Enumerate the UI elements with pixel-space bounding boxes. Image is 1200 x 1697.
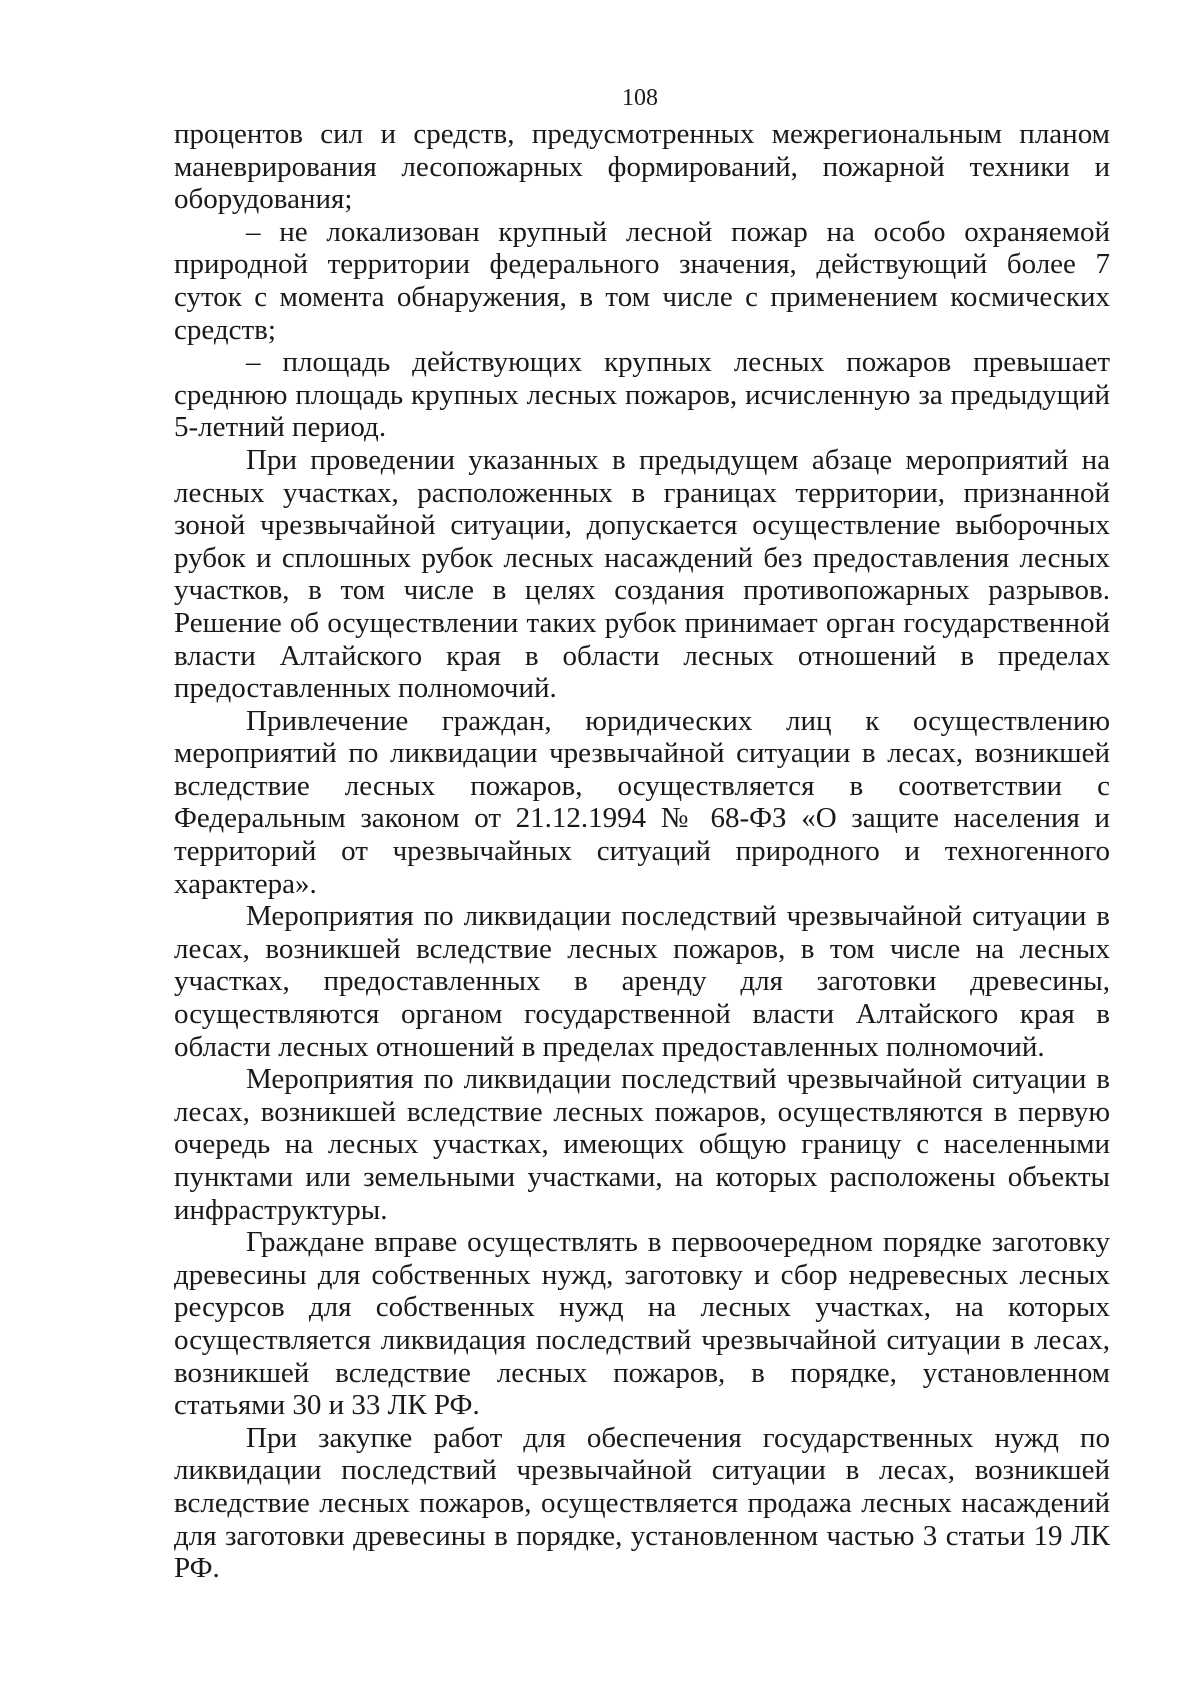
paragraph-4: При проведении указанных в предыдущем абзаце мероприятий на лесных участках, расположенных в границах территории, признанной зоной чрезвычайной ситуации, допускается осуществление выборочных рубок и сплошных рубок лесных насаждений без предоставления лесных участков, в том числе в целях создания противопожарных разрывов. Решение об осуществлении таких рубок принимает орган государственной власти Алтайского края в области лесных отношений в пределах предоставленных полномочий. (174, 443, 1110, 705)
document-body (174, 118, 1110, 1585)
paragraph-8: Граждане вправе осуществлять в первоочередном порядке заготовку древесины для собственных нужд, заготовку и сбор недревесных лесных ресурсов для собственных нужд на лесных участках, на которых осуществляется ликвидация последствий чрезвычайной ситуации в лесах, возникшей вследствие лесных пожаров, в порядке, установленном статьями 30 и 33 ЛК РФ. (174, 1226, 1110, 1422)
paragraph-3: – площадь действующих крупных лесных пожаров превышает среднюю площадь крупных лесных пожаров, исчисленную за предыдущий 5-летний период. (174, 346, 1110, 444)
paragraph-6: Мероприятия по ликвидации последствий чрезвычайной ситуации в лесах, возникшей вследствие лесных пожаров, в том числе на лесных участках, предоставленных в аренду для заготовки древесины, осуществляются органом государственной власти Алтайского края в области лесных отношений в пределах предоставленных полномочий. (174, 900, 1110, 1063)
paragraph-9: При закупке работ для обеспечения государственных нужд по ликвидации последствий чрезвычайной ситуации в лесах, возникшей вследствие лесных пожаров, осуществляется продажа лесных насаждений для заготовки древесины в порядке, установленном частью 3 статьи 19 ЛК РФ. (174, 1421, 1110, 1585)
paragraph-5: Привлечение граждан, юридических лиц к осуществлению мероприятий по ликвидации чрезвычайной ситуации в лесах, возникшей вследствие лесных пожаров, осуществляется в соответствии с Федеральным законом от 21.12.1994 № 68-ФЗ «О защите населения и территорий от чрезвычайных ситуаций природного и техногенного характера». (174, 704, 1110, 900)
paragraph-1: процентов сил и средств, предусмотренных межрегиональным планом маневрирования лесопожарных формирований, пожарной техники и оборудования; (174, 118, 1110, 216)
paragraph-2: – не локализован крупный лесной пожар на особо охраняемой природной территории федерального значения, действующий более 7 суток с момента обнаружения, в том числе с применением космических средств; (174, 215, 1110, 346)
paragraph-7: Мероприятия по ликвидации последствий чрезвычайной ситуации в лесах, возникшей вследствие лесных пожаров, осуществляются в первую очередь на лесных участках, имеющих общую границу с населенными пунктами или земельными участками, на которых расположены объекты инфраструктуры. (174, 1063, 1110, 1226)
page-number: 108 (622, 85, 658, 111)
